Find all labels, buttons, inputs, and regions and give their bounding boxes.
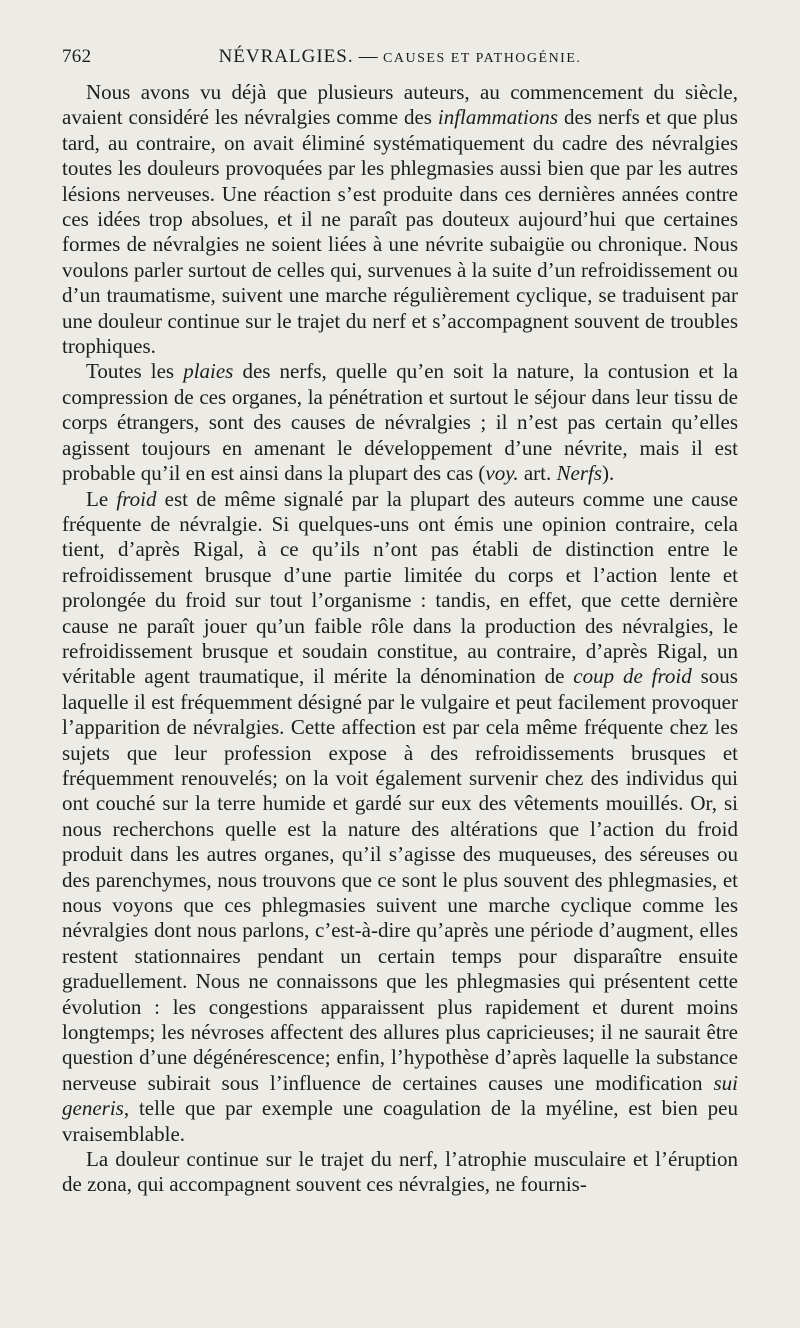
- page-number: 762: [62, 46, 92, 67]
- italic-term: inflammations: [437, 105, 559, 130]
- text-segment: des nerfs et que plus tard, au contraire, on avait éliminé systématiquement du cadre des névralgies toutes les douleurs provoquées par les phlegmasies aussi bien que par les autres lésions nerveuses. Une réaction s’est produite dans ces dernières années contre ces idées trop absolues, et il ne paraît pas douteux aujourd’hui que certaines formes de névralgies ne soient liées à une névrite subaigüe ou chronique. Nous voulons parler surtout de celles qui, survenues à la suite d’un refroidissement ou d’un traumatisme, suivent une marche régulièrement cyclique, se traduisent par une douleur continue sur le trajet du nerf et s’accompagnent souvent de troubles trophiques.: [62, 105, 738, 359]
- text-segment: sous laquelle il est fréquemment désigné par le vulgaire et peut facilement provoquer l’apparition de névralgies. Cette affection est par cela même fréquente chez les sujets que leur profession expose à des refroidissements brusques et fréquemment renouvelés; on la voit également survenir chez des individus qui ont couché sur la terre humide et gardé sur eux des vêtements mouillés. Or, si nous recherchons quelle est la nature des altérations que l’action du froid produit dans les autres organes, qu’il s’agisse des muqueuses, des séreuses ou des parenchymes, nous trouvons que ce sont le plus souvent des phlegmasies, et nous voyons que ces phlegmasies suivent une marche cyclique comme les névralgies dont nous parlons, c’est-à-dire qu’après une période d’augment, elles restent stationnaires pendant un certain temps pour disparaître ensuite graduellement. Nous ne connaissons que les phlegmasies qui présentent cette évolution : les congestions apparaissent plus rapidement et durent moins longtemps; les névroses affectent des allures plus capricieuses; il ne saurait être question d’une dégénérescence; enfin, l’hypothèse d’après laquelle la substance nerveuse subirait sous l’influence de certaines causes une modification: [62, 664, 738, 1095]
- chapter-title: NÉVRALGIES.: [218, 46, 354, 67]
- running-head: [62, 38, 738, 68]
- title-separator: —: [358, 46, 378, 67]
- body-text: [62, 80, 738, 1198]
- text-segment: des nerfs, quelle qu’en soit la nature, la contusion et la compression de ces organes, la pénétration et surtout le séjour dans leur tissu de corps étrangers, sont des causes de névralgies ; il n’est pas certain qu’elles agissent toujours en amenant le développement d’une névrite, mais il est probable qu’il en est ainsi dans la plupart des cas (: [62, 359, 738, 486]
- text-segment: art.: [518, 461, 557, 486]
- italic-term: voy.: [485, 461, 519, 486]
- text-segment: Toutes les: [86, 359, 184, 384]
- running-title: [62, 46, 738, 68]
- paragraph: [62, 1147, 738, 1198]
- text-segment: , telle que par exemple une coagulation de la myéline, est bien peu vraisemblable.: [62, 1096, 738, 1146]
- paragraph: [62, 359, 738, 486]
- text-segment: Nous avons vu déjà que plusieurs auteurs, au commencement du siècle, avaient considéré les névralgies comme des: [62, 80, 738, 130]
- text-segment: Le: [86, 486, 117, 511]
- italic-term: coup de froid: [573, 664, 692, 689]
- italic-term: plaies: [183, 359, 234, 384]
- italic-term: sui generis: [62, 1070, 738, 1121]
- section-title: CAUSES ET PATHOGÉNIE.: [383, 51, 582, 66]
- text-segment: est de même signalé par la plupart des auteurs comme une cause fréquente de névralgie. Si quelques-uns ont émis une opinion contraire, cela tient, d’après Rigal, à ce qu’ils n’ont pas établi de distinction entre le refroidissement brusque d’une partie limitée du corps et l’action lente et prolongée du froid sur tout l’organisme : tandis, en effet, que cette dernière cause ne paraît jouer qu’un faible rôle dans la production des névralgies, le refroidissement brusque et soudain constitue, au contraire, d’après Rigal, un véritable agent traumatique, il mérite la dénomination de: [62, 486, 739, 689]
- text-segment: La douleur continue sur le trajet du nerf, l’atrophie musculaire et l’éruption de zona, qui accompagnent souvent ces névralgies, ne fournis-: [62, 1147, 738, 1197]
- italic-term: froid: [116, 486, 157, 511]
- paragraph: [62, 487, 738, 1148]
- italic-term: Nerfs: [556, 461, 603, 486]
- text-segment: ).: [602, 461, 615, 486]
- paragraph: [62, 80, 738, 359]
